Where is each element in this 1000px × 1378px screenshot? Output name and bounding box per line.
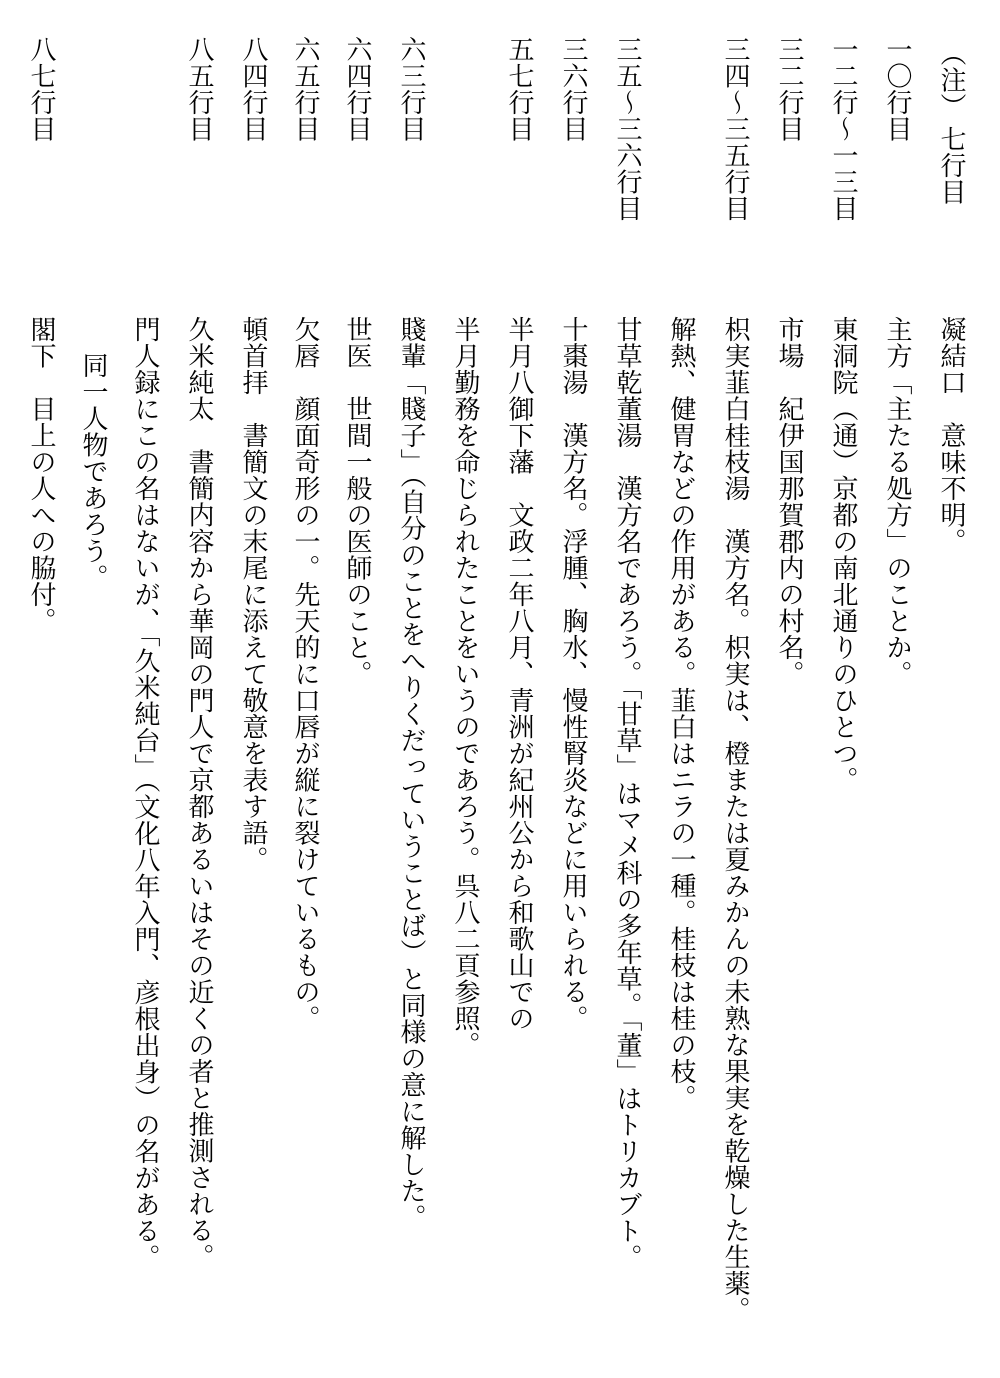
note-line-label: 八四行目 xyxy=(238,36,268,142)
note-column xyxy=(614,0,670,1378)
note-header-label xyxy=(938,40,964,205)
note-line-label: 六五行目 xyxy=(290,36,320,142)
note-line-label: 一二行～一三目 xyxy=(828,36,858,222)
note-column xyxy=(938,0,994,1378)
note-text: 欠唇 顔面奇形の一。先天的に口唇が縦に裂けているもの。 xyxy=(290,316,320,1032)
note-line-label: 一〇行目 xyxy=(882,36,912,142)
note-marker: （注） xyxy=(936,40,966,120)
note-line-label: 六四行目 xyxy=(342,36,372,142)
note-line-label: 三四～三五行目 xyxy=(720,36,750,222)
note-text: 半月八御下藩 文政二年八月、青洲が紀州公から和歌山での xyxy=(504,316,534,1032)
note-text: 頓首拝 書簡文の末尾に添えて敬意を表す語。 xyxy=(238,316,268,873)
note-text: 世医 世間一般の医師のこと。 xyxy=(342,316,372,687)
note-text: 甘草乾董湯 漢方名であろう。「甘草」はマメ科の多年草。「董」はトリカブト。 xyxy=(612,316,642,1271)
note-line-label: 五七行目 xyxy=(504,36,534,142)
note-column xyxy=(186,0,242,1378)
note-line-label: 八七行目 xyxy=(26,36,56,142)
note-column xyxy=(830,0,886,1378)
note-column xyxy=(560,0,616,1378)
note-text: 賤輩「賤子」（自分のことをへりくだっていうことば）と同様の意に解した。 xyxy=(396,316,426,1231)
note-column xyxy=(344,0,400,1378)
note-line-label: 三六行目 xyxy=(558,36,588,142)
note-text: 枳実韮白桂枝湯 漢方名。枳実は、橙または夏みかんの未熟な果実を乾燥した生薬。 xyxy=(720,316,750,1323)
note-line-label: 六三行目 xyxy=(396,36,426,142)
note-text-continuation: 解熱、健胃などの作用がある。韮白はニラの一種。桂枝は桂の枝。 xyxy=(666,316,696,1111)
note-text: 東洞院（通）京都の南北通りのひとつ。 xyxy=(828,316,858,793)
note-text: 凝結口 意味不明。 xyxy=(936,316,966,555)
note-column-continuation xyxy=(452,0,508,1378)
note-column-continuation xyxy=(668,0,724,1378)
note-column xyxy=(292,0,348,1378)
note-column xyxy=(722,0,778,1378)
note-text: 閣下 目上の人への脇付。 xyxy=(26,316,56,634)
note-column-continuation xyxy=(80,0,136,1378)
note-line-label: 三二行目 xyxy=(774,36,804,142)
note-column xyxy=(506,0,562,1378)
note-line-label: 七行目 xyxy=(936,125,966,205)
note-line-label: 八五行目 xyxy=(184,36,214,142)
note-column xyxy=(776,0,832,1378)
note-text: 主方「主たる処方」のことか。 xyxy=(882,316,912,687)
note-text: 市場 紀伊国那賀郡内の村名。 xyxy=(774,316,804,687)
note-column xyxy=(884,0,940,1378)
note-text: 十棗湯 漢方名。浮腫、胸水、慢性腎炎などに用いられる。 xyxy=(558,316,588,1032)
note-column xyxy=(28,0,84,1378)
note-text-continuation: 半月勤務を命じられたことをいうのであろう。呉八二頁参照。 xyxy=(450,316,480,1058)
note-text-continuation: 門人録にこの名はないが、「久米純台」（文化八年入門、彦根出身）の名がある。 xyxy=(130,316,160,1271)
note-text-continuation: 同一人物であろう。 xyxy=(78,352,108,591)
note-line-label: 三五～三六行目 xyxy=(612,36,642,222)
note-column xyxy=(398,0,454,1378)
note-text: 久米純太 書簡内容から華岡の門人で京都あるいはその近くの者と推測される。 xyxy=(184,316,214,1270)
note-column xyxy=(240,0,296,1378)
